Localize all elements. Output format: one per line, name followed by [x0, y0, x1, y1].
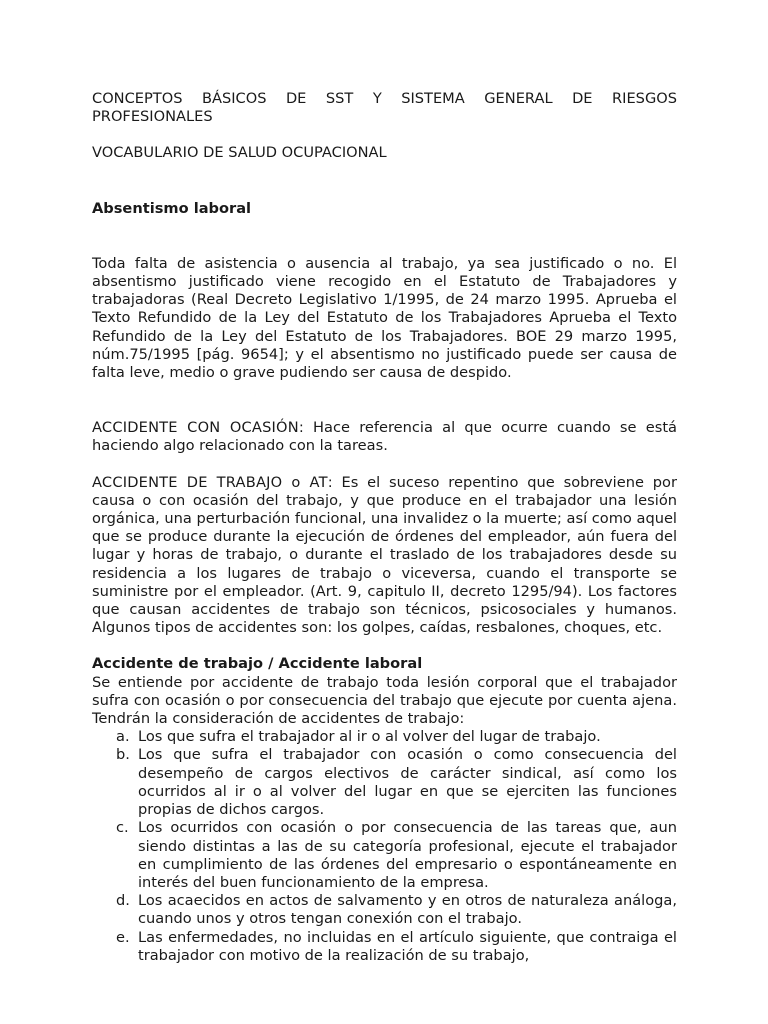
document-subtitle: VOCABULARIO DE SALUD OCUPACIONAL: [92, 144, 387, 162]
list-item: [92, 892, 677, 928]
list-marker: a.: [116, 728, 130, 746]
definition-accidente-de-trabajo-at: : Es el suceso repentino que sobreviene por causa o con ocasión del trabajo, y que produce en el trabajador una lesión orgánica, una perturbación funcional, una invalidez o la muerte; así como aquel que se produce durante la ejecución de órdenes del empleador, aún fuera del lugar y horas de trabajo, o durante el traslado de los trabajadores desde su residencia a los lugares de trabajo o viceversa, cuando el transporte se suministre por el empleador. (Art. 9, capitulo II, decreto 1295/94). Los factores que causan accidentes de trabajo son técnicos, psicosociales y humanos. Algunos tipos de accidentes son: los golpes, caídas, resbalones, choques, etc.: [92, 473, 677, 637]
heading-accidente-laboral: Accidente de trabajo / Accidente laboral: [92, 655, 423, 673]
list-item: [92, 929, 677, 965]
list-marker: e.: [116, 928, 130, 946]
paragraph-accidente-laboral-intro: Se entiende por accidente de trabajo toda lesión corporal que el trabajador sufra con ocasión o por consecuencia del trabajo que ejecute por cuenta ajena. Tendrán la consideración de accidentes de trabajo:: [92, 673, 677, 728]
list-item-text: Las enfermedades, no incluidas en el artículo siguiente, que contraiga el trabajador con motivo de la realización de su trabajo,: [138, 928, 677, 964]
paragraph-accidente-de-trabajo-at: [92, 474, 677, 638]
definition-accidente-con-ocasion: : Hace referencia al que ocurre cuando se está haciendo algo relacionado con la tareas.: [92, 419, 678, 455]
heading-absentismo: Absentismo laboral: [92, 199, 252, 217]
document-title: CONCEPTOS BÁSICOS DE SST Y SISTEMA GENERAL DE RIESGOS PROFESIONALES: [92, 90, 677, 126]
term-accidente-de-trabajo-at: ACCIDENTE DE TRABAJO o AT: [92, 473, 328, 491]
paragraph-accidente-con-ocasion: [92, 419, 677, 455]
list-item-text: Los que sufra el trabajador al ir o al volver del lugar de trabajo.: [138, 728, 601, 746]
document-page: [92, 90, 677, 965]
list-item-text: Los que sufra el trabajador con ocasión o como consecuencia del desempeño de cargos electivos de carácter sindical, así como los ocurridos al ir o al volver del lugar en que se ejerciten las funciones propias de dichos cargos.: [138, 746, 677, 819]
list-marker: b.: [116, 746, 130, 764]
list-item: [92, 819, 677, 892]
term-accidente-con-ocasion: ACCIDENTE CON OCASIÓN: [92, 419, 299, 437]
list-marker: c.: [116, 819, 129, 837]
list-item: [92, 728, 677, 746]
list-item-text: Los ocurridos con ocasión o por consecuencia de las tareas que, aun siendo distintas a las de su categoría profesional, ejecute el trabajador en cumplimiento de las órdenes del empresario o espontáneamente en interés del buen funcionamiento de la empresa.: [138, 819, 677, 891]
paragraph-absentismo: Toda falta de asistencia o ausencia al trabajo, ya sea justificado o no. El absentismo justificado viene recogido en el Estatuto de Trabajadores y trabajadoras (Real Decreto Legislativo 1/1995, de 24 marzo 1995. Aprueba el Texto Refundido de la Ley del Estatuto de los Trabajadores Aprueba el Texto Refundido de la Ley del Estatuto de los Trabajadores. BOE 29 marzo 1995, núm.75/1995 [pág. 9654]; y el absentismo no justificado puede ser causa de falta leve, medio o grave pudiendo ser causa de despido.: [92, 254, 677, 382]
list-marker: d.: [116, 892, 130, 910]
list-item: [92, 746, 677, 819]
accident-type-list: [92, 728, 677, 965]
list-item-text: Los acaecidos en actos de salvamento y en otros de naturaleza análoga, cuando unos y otros tengan conexión con el trabajo.: [138, 892, 677, 928]
